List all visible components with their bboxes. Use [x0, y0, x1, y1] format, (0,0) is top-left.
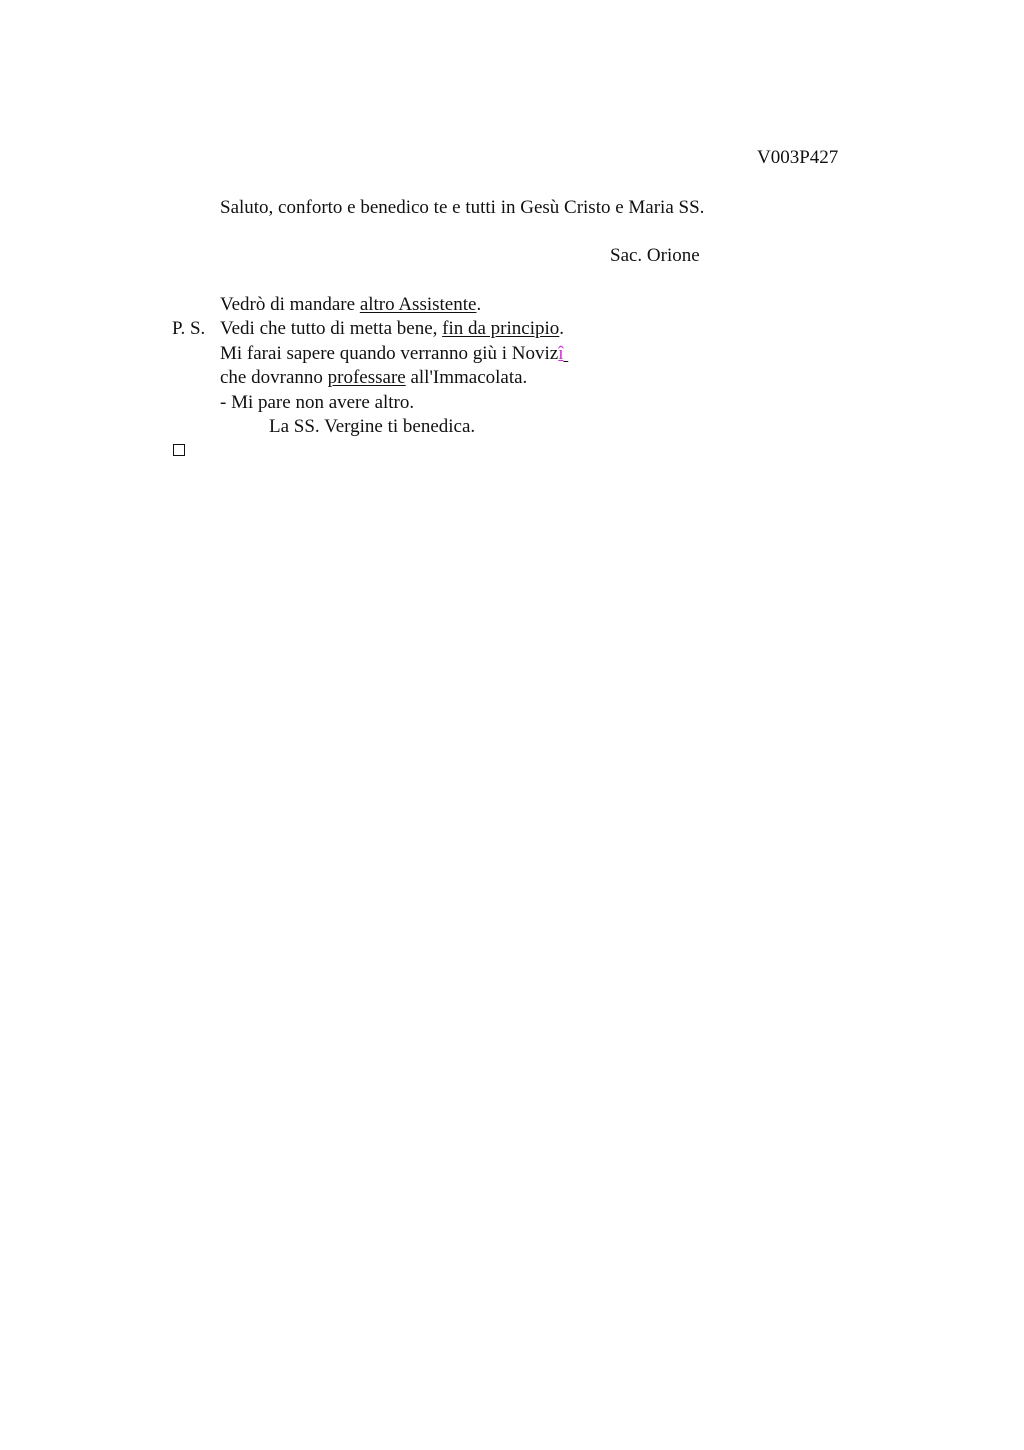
underlined-text: fin da principio	[442, 318, 560, 339]
ps-label: P. S.	[172, 318, 206, 339]
postscript-line-2	[220, 317, 564, 341]
text: all'Immacolata.	[405, 367, 528, 388]
text: Vedrò di mandare	[220, 294, 360, 315]
text	[563, 343, 568, 364]
blessing-line: La SS. Vergine ti benedica.	[269, 416, 476, 437]
postscript-line-3	[220, 342, 568, 366]
marked-character: î	[558, 343, 564, 364]
underlined-text: altro Assistente	[359, 294, 477, 315]
document-reference: V003P427	[757, 147, 839, 168]
text: Mi farai sapere quando verranno giù i Noviz	[220, 343, 559, 364]
text: .	[476, 294, 482, 315]
underlined-text: professare	[327, 367, 406, 388]
signature: Sac. Orione	[610, 245, 700, 266]
text: Vedi che tutto di metta bene,	[220, 318, 443, 339]
checkbox-square-icon	[173, 444, 185, 456]
text: .	[559, 318, 565, 339]
text: che dovranno	[220, 367, 328, 388]
postscript-line-4	[220, 366, 527, 390]
greeting-line: Saluto, conforto e benedico te e tutti in Gesù Cristo e Maria SS.	[220, 197, 705, 218]
postscript-line-5: - Mi pare non avere altro.	[220, 392, 415, 413]
postscript-line-1	[220, 293, 481, 317]
